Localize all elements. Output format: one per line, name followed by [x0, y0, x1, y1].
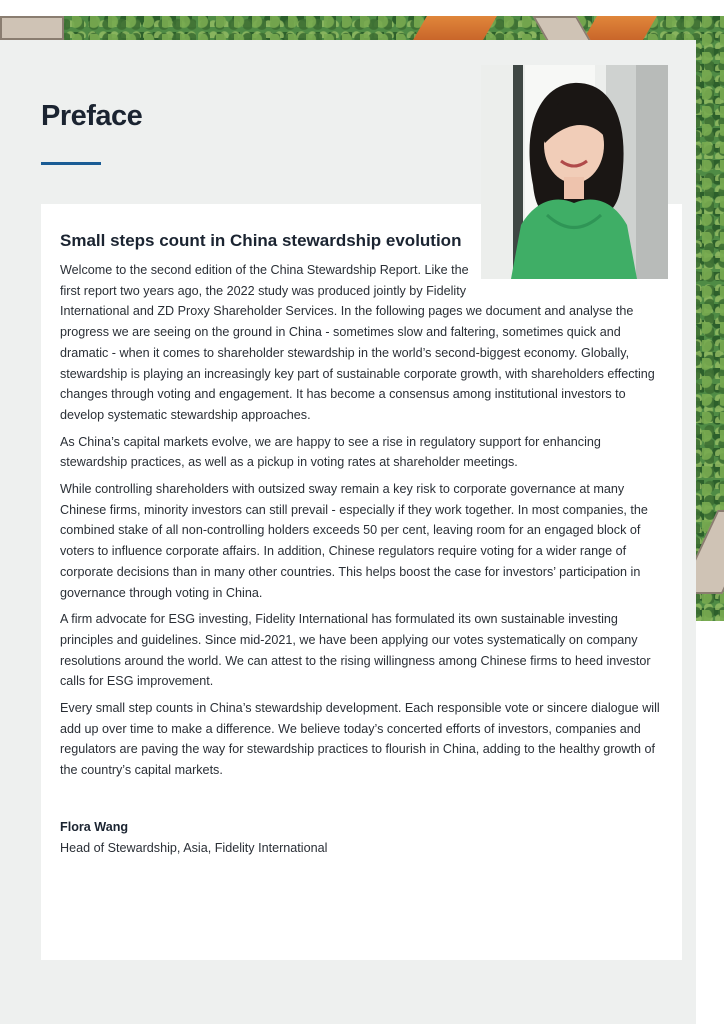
- roof-decoration: [413, 16, 497, 40]
- signature-role: Head of Stewardship, Asia, Fidelity International: [60, 841, 328, 855]
- page-title: Preface: [41, 100, 143, 132]
- title-underline: [41, 162, 101, 165]
- article-paragraph-5: Every small step counts in China’s stewardship development. Each responsible vote or sincere dialogue will add up over time to make a difference. We believe today’s concerted efforts of investors, companies and regulators are paving the way for stewardship practices to flourish in China, adding to the healthy growth of the country’s capital markets.: [60, 701, 660, 778]
- walkway-decoration: [0, 16, 64, 40]
- article-paragraph-4: A firm advocate for ESG investing, Fidelity International has formulated its own sustainable investing principles and guidelines. Since mid-2021, we have been applying our votes systematically on company resolutions around the world. We can attest to the rising willingness among Chinese firms to heed investor calls for ESG improvement.: [60, 612, 651, 689]
- article-body: [60, 260, 668, 787]
- paragraph-text: Welcome to the second edition of the China Stewardship Report. Like the first report two years ago, the 2022 study was produced jointly by Fidelity International and ZD Proxy Shareholder Services. In the following pages we document and analyse the progress we are seeing on the ground in China - sometimes slow and faltering, sometimes quick and dramatic - when it comes to shareholder stewardship in the world’s second-biggest economy. Globally, stewardship is playing an increasingly key part of sustainable corporate growth, with shareholders effecting changes through voting and engagement. It has become a consensus among institutional investors to develop systematic stewardship approaches.: [60, 263, 655, 422]
- portrait-illustration: [481, 65, 668, 279]
- portrait-photo: [481, 65, 668, 279]
- portrait-wrap-spacer: [472, 260, 668, 300]
- article-heading: Small steps count in China stewardship evolution: [60, 231, 462, 250]
- article-paragraph-3: While controlling shareholders with outsized sway remain a key risk to corporate governance at many Chinese firms, minority investors can still prevail - especially if they work together. In most companies, the combined stake of all non-controlling holders exceeds 50 per cent, leaving room for an engaged block of voters to influence corporate affairs. In addition, Chinese regulators require voting for a wider range of corporate decisions than in many other countries. This helps boost the case for investors’ participation in governance through voting in China.: [60, 482, 648, 600]
- article-paragraph-2: As China’s capital markets evolve, we are happy to see a rise in regulatory support for enhancing stewardship practices, as well as a pickup in voting rates at shareholder meetings.: [60, 434, 601, 470]
- article-paragraph-1: [60, 260, 668, 426]
- signature-name: Flora Wang: [60, 820, 129, 834]
